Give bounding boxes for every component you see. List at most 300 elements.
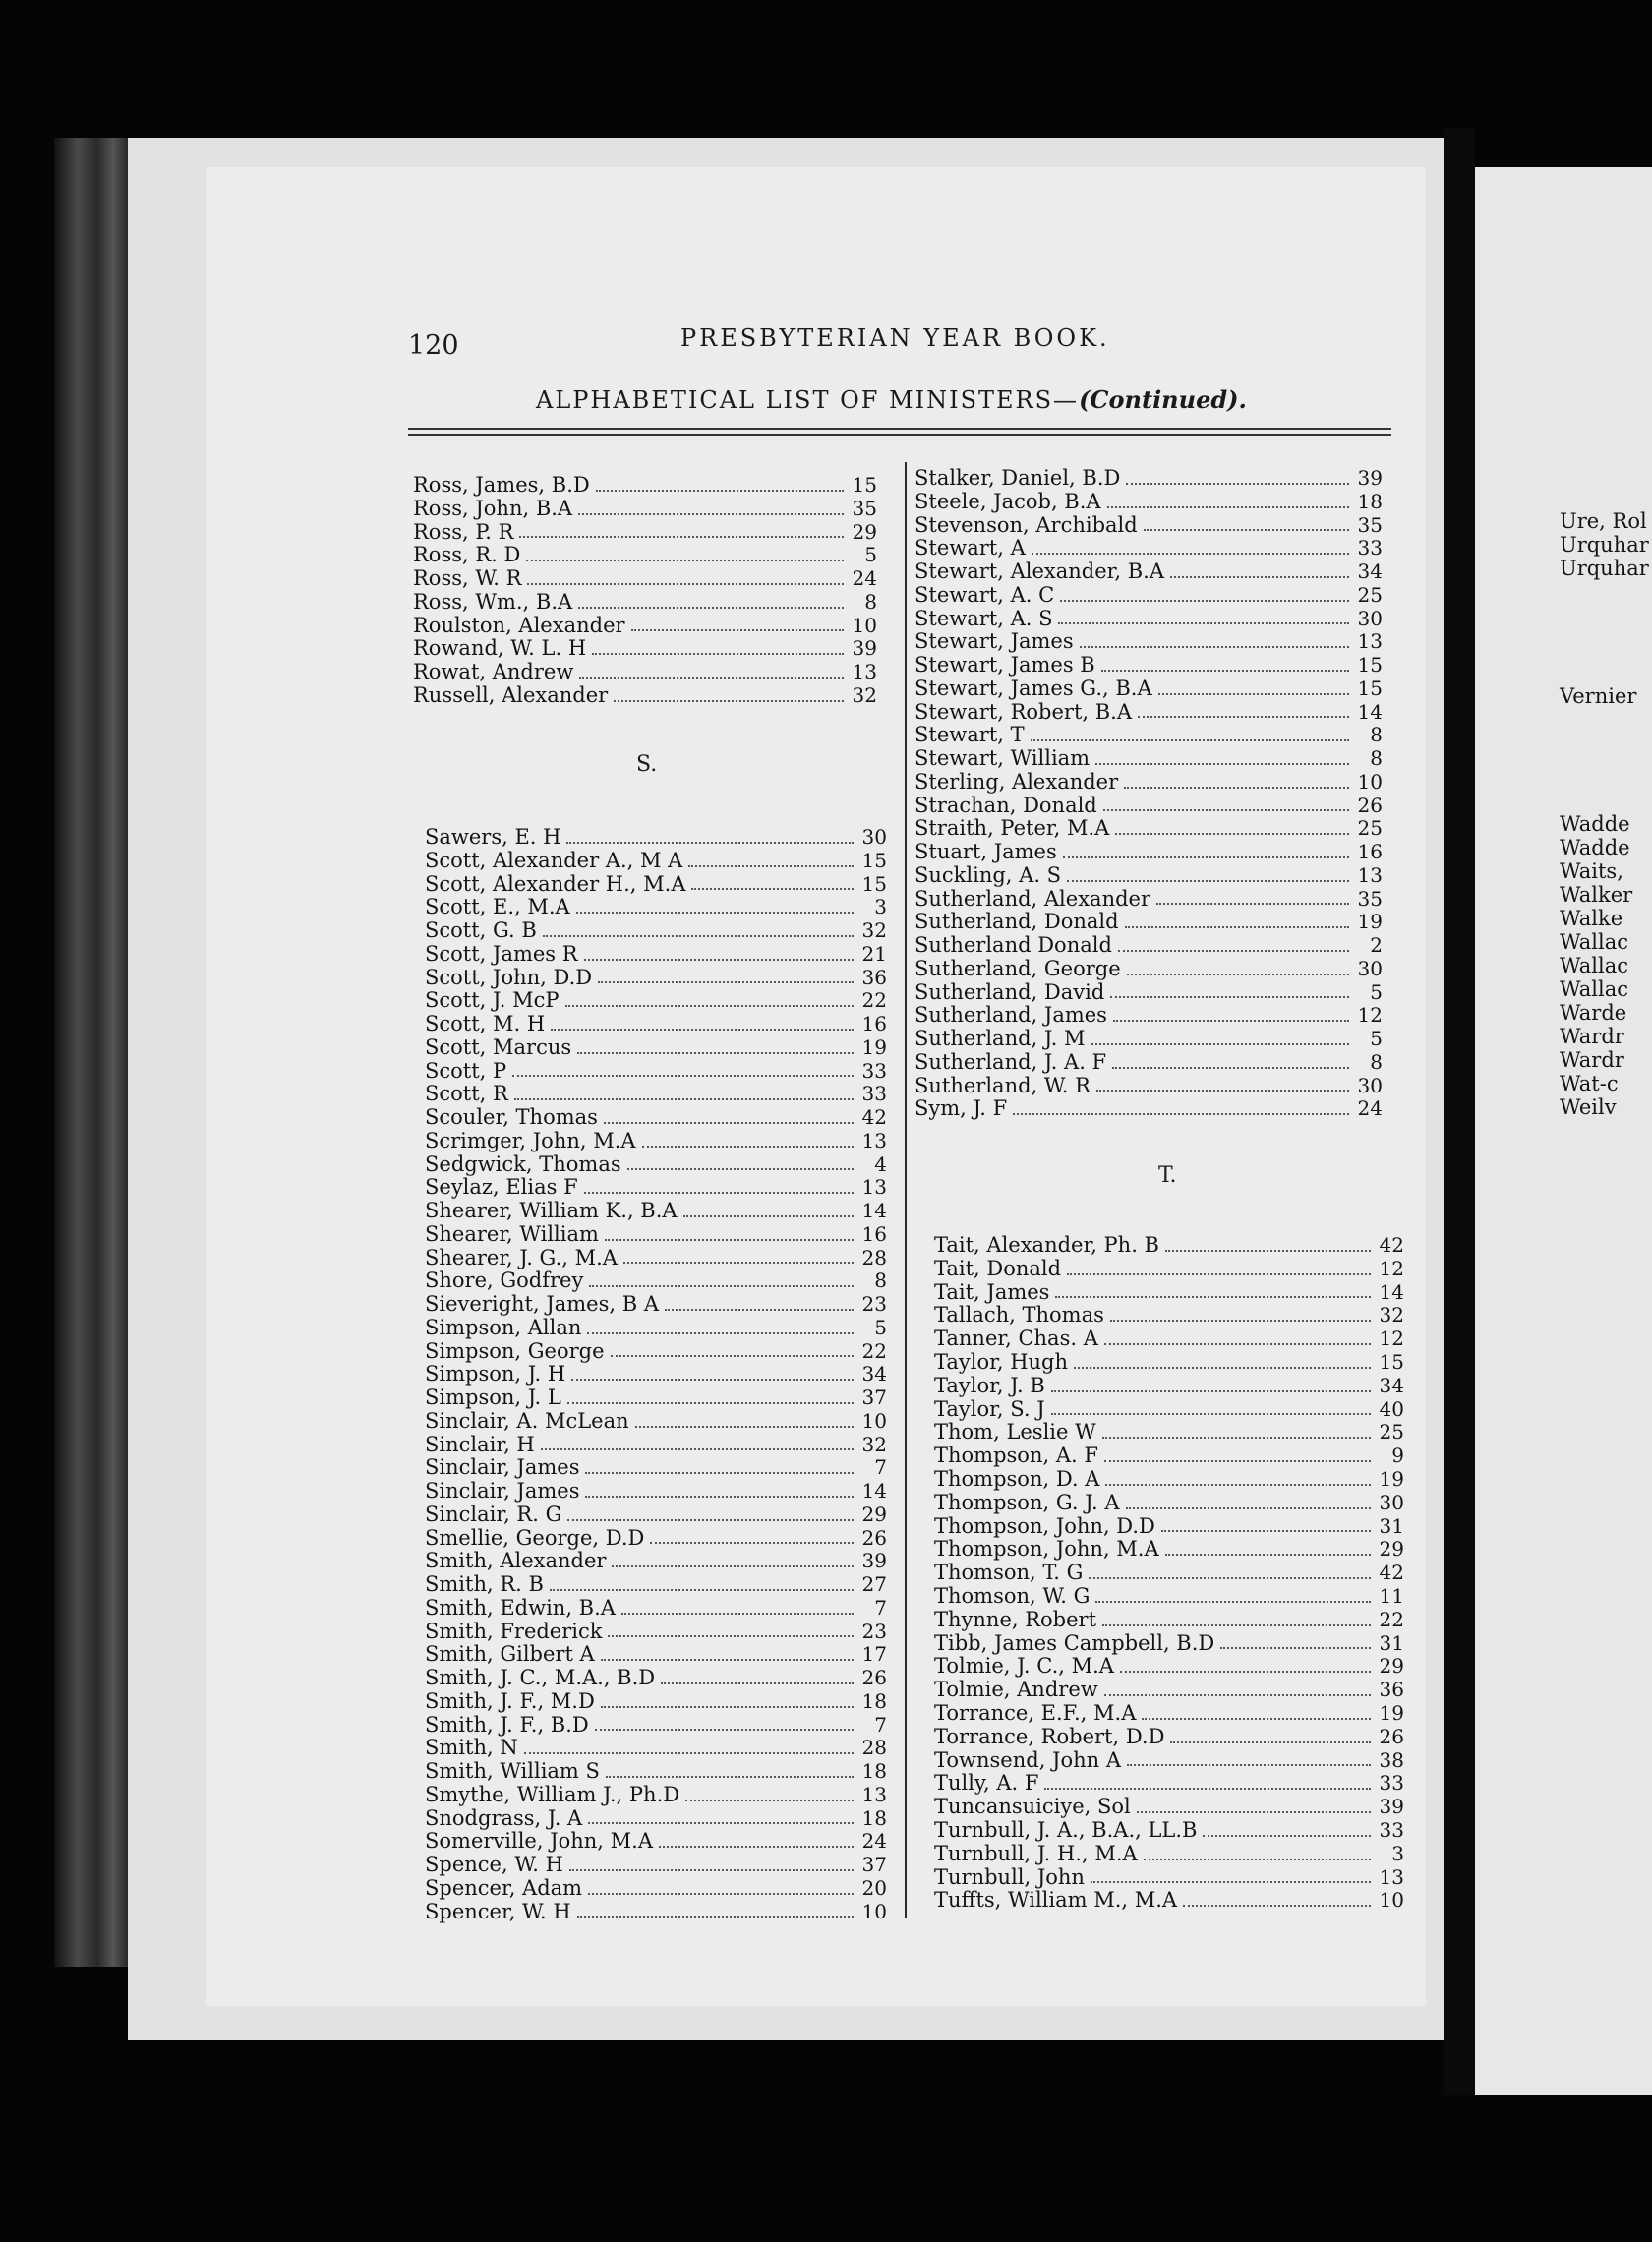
entry-name: Sutherland, David bbox=[914, 980, 1105, 1004]
directory-entry bbox=[914, 911, 1383, 934]
directory-entry bbox=[934, 1843, 1404, 1866]
facing-page-spine bbox=[1444, 128, 1475, 2094]
header-rule bbox=[408, 434, 1391, 436]
directory-entry bbox=[413, 544, 877, 567]
entry-name: Scott, P bbox=[425, 1059, 507, 1083]
entry-page: 10 bbox=[1357, 770, 1383, 794]
entry-name: Smellie, George, D.D bbox=[425, 1526, 645, 1550]
facing-page-entry: Wardr bbox=[1560, 1048, 1624, 1072]
directory-entry bbox=[425, 967, 887, 990]
entry-page: 33 bbox=[1357, 537, 1383, 560]
directory-entry bbox=[934, 1796, 1404, 1819]
dot-leader bbox=[1107, 506, 1349, 508]
entry-page: 13 bbox=[861, 1129, 887, 1152]
column-a-s bbox=[425, 826, 887, 1923]
dot-leader bbox=[1089, 1577, 1371, 1579]
entry-page: 15 bbox=[1357, 654, 1383, 677]
entry-page: 26 bbox=[1379, 1725, 1404, 1748]
dot-leader bbox=[623, 1262, 854, 1264]
directory-entry bbox=[934, 1445, 1404, 1468]
directory-entry bbox=[413, 684, 877, 708]
dot-leader bbox=[551, 1029, 854, 1031]
entry-page: 34 bbox=[861, 1363, 887, 1386]
entry-name: Scott, G. B bbox=[425, 919, 537, 942]
entry-name: Somerville, John, M.A bbox=[425, 1830, 654, 1854]
entry-name: Stewart, Alexander, B.A bbox=[914, 560, 1164, 583]
dot-leader bbox=[1112, 1067, 1349, 1069]
directory-entry bbox=[425, 1807, 887, 1831]
entry-page: 14 bbox=[1357, 700, 1383, 724]
directory-entry bbox=[934, 1281, 1404, 1305]
dot-leader bbox=[577, 1052, 854, 1054]
directory-entry bbox=[413, 498, 877, 521]
directory-entry bbox=[425, 1573, 887, 1597]
column-a-r bbox=[413, 474, 877, 708]
dot-leader bbox=[588, 1822, 854, 1824]
entry-name: Ross, Wm., B.A bbox=[413, 590, 573, 614]
directory-entry bbox=[413, 591, 877, 615]
entry-page: 11 bbox=[1379, 1584, 1404, 1608]
directory-entry bbox=[425, 1269, 887, 1293]
dot-leader bbox=[1110, 996, 1349, 998]
facing-page-entry: Warde bbox=[1560, 1001, 1627, 1025]
column-b-t bbox=[934, 1234, 1404, 1913]
entry-page: 33 bbox=[861, 1059, 887, 1083]
entry-name: Thompson, John, M.A bbox=[934, 1538, 1159, 1562]
facing-page-entry: Wadde bbox=[1560, 812, 1630, 836]
facing-page-entry: Urquhar bbox=[1560, 533, 1649, 557]
directory-entry bbox=[934, 1655, 1404, 1679]
entry-name: Thom, Leslie W bbox=[934, 1421, 1096, 1445]
directory-entry bbox=[914, 958, 1383, 981]
directory-entry bbox=[934, 1421, 1404, 1445]
entry-page: 35 bbox=[1357, 513, 1383, 537]
entry-page: 35 bbox=[1357, 887, 1383, 911]
dot-leader bbox=[601, 1659, 854, 1661]
entry-name: Scott, Alexander A., M A bbox=[425, 849, 683, 872]
facing-page-entry: Walke bbox=[1560, 907, 1623, 930]
facing-page-entry: Vernier bbox=[1560, 684, 1637, 708]
directory-entry bbox=[425, 1667, 887, 1690]
entry-name: Simpson, Allan bbox=[425, 1316, 582, 1339]
entry-page: 24 bbox=[852, 567, 877, 590]
dot-leader bbox=[659, 1846, 854, 1848]
entry-page: 23 bbox=[861, 1620, 887, 1643]
entry-page: 15 bbox=[1357, 677, 1383, 700]
dot-leader bbox=[1051, 1390, 1371, 1392]
entry-page: 7 bbox=[874, 1456, 887, 1480]
directory-entry bbox=[934, 1562, 1404, 1585]
entry-name: Taylor, Hugh bbox=[934, 1350, 1069, 1374]
entry-name: Sutherland, Donald bbox=[914, 911, 1119, 934]
entry-page: 30 bbox=[861, 826, 887, 849]
dot-leader bbox=[685, 1800, 854, 1801]
dot-leader bbox=[1110, 1320, 1371, 1322]
entry-page: 39 bbox=[852, 637, 877, 661]
entry-page: 39 bbox=[861, 1550, 887, 1573]
entry-page: 3 bbox=[874, 896, 887, 919]
directory-entry bbox=[914, 747, 1383, 771]
entry-name: Smith, William S bbox=[425, 1760, 600, 1783]
entry-name: Sinclair, James bbox=[425, 1456, 580, 1480]
dot-leader bbox=[642, 1146, 854, 1148]
entry-page: 5 bbox=[1370, 980, 1383, 1004]
entry-page: 14 bbox=[1379, 1280, 1404, 1304]
column-divider bbox=[905, 462, 907, 1918]
directory-entry bbox=[425, 1340, 887, 1364]
directory-entry bbox=[425, 1504, 887, 1527]
entry-name: Sutherland, Alexander bbox=[914, 887, 1151, 911]
directory-entry bbox=[425, 1410, 887, 1434]
entry-page: 25 bbox=[1357, 583, 1383, 607]
directory-entry bbox=[425, 1760, 887, 1784]
facing-page bbox=[1475, 167, 1652, 2094]
entry-page: 25 bbox=[1379, 1421, 1404, 1445]
entry-name: Tanner, Chas. A bbox=[934, 1328, 1098, 1351]
dot-leader bbox=[576, 912, 854, 914]
entry-name: Strachan, Donald bbox=[914, 794, 1097, 817]
entry-page: 18 bbox=[861, 1760, 887, 1783]
entry-name: Smith, J. C., M.A., B.D bbox=[425, 1667, 656, 1689]
directory-entry bbox=[914, 888, 1383, 912]
entry-page: 39 bbox=[1357, 467, 1383, 490]
entry-name: Sutherland, J. A. F bbox=[914, 1050, 1107, 1074]
directory-entry bbox=[425, 1386, 887, 1410]
entry-page: 15 bbox=[861, 872, 887, 896]
directory-entry bbox=[934, 1398, 1404, 1422]
directory-entry bbox=[914, 817, 1383, 841]
entry-page: 40 bbox=[1379, 1397, 1404, 1421]
entry-name: Scott, E., M.A bbox=[425, 896, 570, 919]
entry-page: 13 bbox=[861, 1783, 887, 1806]
directory-entry bbox=[425, 1714, 887, 1738]
entry-name: Tuffts, William M., M.A bbox=[934, 1889, 1178, 1913]
directory-entry bbox=[425, 1621, 887, 1644]
dot-leader bbox=[1183, 1905, 1371, 1907]
facing-page-entry: Wallac bbox=[1560, 930, 1628, 954]
directory-entry bbox=[425, 943, 887, 967]
entry-name: Sieveright, James, B A bbox=[425, 1293, 660, 1316]
dot-leader bbox=[1165, 1554, 1371, 1556]
entry-name: Stewart, James B bbox=[914, 654, 1095, 677]
entry-name: Sinclair, R. G bbox=[425, 1503, 562, 1526]
entry-name: Scott, R bbox=[425, 1083, 508, 1106]
directory-entry bbox=[934, 1679, 1404, 1702]
entry-page: 42 bbox=[861, 1106, 887, 1129]
dot-leader bbox=[661, 1682, 854, 1684]
entry-page: 5 bbox=[1370, 1028, 1383, 1050]
dot-leader bbox=[596, 490, 844, 492]
facing-page-entry: Wadde bbox=[1560, 836, 1630, 859]
entry-page: 30 bbox=[1357, 1074, 1383, 1097]
entry-name: Ross, James, B.D bbox=[413, 474, 590, 497]
entry-page: 32 bbox=[1379, 1304, 1404, 1328]
dot-leader bbox=[519, 536, 844, 538]
entry-page: 30 bbox=[1379, 1491, 1404, 1514]
directory-entry bbox=[425, 1223, 887, 1247]
dot-leader bbox=[543, 935, 854, 937]
entry-page: 15 bbox=[861, 849, 887, 872]
entry-name: Smith, J. F., B.D bbox=[425, 1713, 589, 1737]
dot-leader bbox=[650, 1542, 854, 1544]
entry-name: Sutherland, James bbox=[914, 1004, 1107, 1028]
directory-entry bbox=[934, 1726, 1404, 1749]
dot-leader bbox=[1074, 1367, 1371, 1369]
dot-leader bbox=[566, 842, 854, 844]
dot-leader bbox=[585, 1472, 854, 1474]
directory-entry bbox=[425, 1434, 887, 1457]
directory-entry bbox=[914, 467, 1383, 491]
facing-page-entry: Wat-c bbox=[1560, 1072, 1619, 1095]
entry-name: Stewart, T bbox=[914, 724, 1025, 747]
dot-leader bbox=[1125, 926, 1349, 928]
entry-name: Suckling, A. S bbox=[914, 863, 1062, 887]
dot-leader bbox=[526, 560, 844, 561]
facing-page-entry: Walker bbox=[1560, 883, 1633, 907]
entry-page: 5 bbox=[874, 1316, 887, 1339]
entry-name: Scott, James R bbox=[425, 942, 578, 966]
dot-leader bbox=[1092, 1043, 1349, 1045]
directory-entry bbox=[934, 1749, 1404, 1773]
dot-leader bbox=[1113, 1020, 1349, 1022]
entry-name: Simpson, J. H bbox=[425, 1363, 566, 1386]
entry-name: Tuncansuiciye, Sol bbox=[934, 1796, 1131, 1819]
directory-entry bbox=[934, 1819, 1404, 1843]
directory-entry bbox=[914, 1028, 1383, 1051]
directory-entry bbox=[914, 491, 1383, 514]
entry-name: Scott, John, D.D bbox=[425, 966, 593, 989]
entry-name: Thomson, W. G bbox=[934, 1584, 1091, 1608]
entry-name: Shearer, J. G., M.A bbox=[425, 1246, 618, 1269]
dot-leader bbox=[598, 981, 854, 983]
dot-leader bbox=[1095, 763, 1349, 765]
directory-entry bbox=[934, 1772, 1404, 1796]
entry-name: Tolmie, Andrew bbox=[934, 1679, 1098, 1702]
dot-leader bbox=[1158, 693, 1349, 695]
entry-page: 8 bbox=[864, 590, 877, 614]
directory-entry bbox=[425, 1456, 887, 1480]
entry-name: Roulston, Alexander bbox=[413, 614, 625, 637]
directory-entry bbox=[934, 1632, 1404, 1656]
column-b-s bbox=[914, 467, 1383, 1121]
entry-name: Sinclair, A. McLean bbox=[425, 1409, 629, 1433]
directory-entry bbox=[914, 724, 1383, 747]
entry-page: 12 bbox=[1379, 1257, 1404, 1280]
dot-leader bbox=[512, 1075, 854, 1077]
entry-page: 13 bbox=[861, 1176, 887, 1200]
entry-name: Stewart, A. C bbox=[914, 583, 1055, 607]
dot-leader bbox=[584, 959, 854, 961]
entry-page: 19 bbox=[1357, 911, 1383, 934]
dot-leader bbox=[1032, 553, 1349, 555]
dot-leader bbox=[665, 1309, 854, 1311]
entry-name: Ross, John, B.A bbox=[413, 497, 573, 520]
directory-entry bbox=[914, 841, 1383, 864]
dot-leader bbox=[1138, 716, 1349, 718]
entry-page: 18 bbox=[861, 1806, 887, 1830]
directory-entry bbox=[425, 1153, 887, 1177]
section-title-continued: (Continued). bbox=[1079, 385, 1247, 414]
entry-name: Seylaz, Elias F bbox=[425, 1176, 578, 1200]
directory-entry bbox=[425, 1317, 887, 1340]
entry-page: 31 bbox=[1379, 1514, 1404, 1538]
directory-entry bbox=[425, 1643, 887, 1667]
dot-leader bbox=[514, 1098, 854, 1100]
facing-page-entry: Wardr bbox=[1560, 1025, 1624, 1048]
dot-leader bbox=[524, 1752, 854, 1754]
entry-name: Smith, Gilbert A bbox=[425, 1643, 595, 1667]
dot-leader bbox=[1203, 1835, 1371, 1837]
entry-name: Tolmie, J. C., M.A bbox=[934, 1655, 1114, 1679]
dot-leader bbox=[1127, 1764, 1371, 1766]
entry-name: Simpson, George bbox=[425, 1339, 605, 1363]
dot-leader bbox=[1105, 1484, 1371, 1486]
directory-entry bbox=[425, 1690, 887, 1714]
dot-leader bbox=[1104, 1460, 1371, 1462]
entry-name: Sawers, E. H bbox=[425, 826, 561, 849]
dot-leader bbox=[569, 1869, 854, 1871]
entry-name: Snodgrass, J. A bbox=[425, 1806, 583, 1830]
dot-leader bbox=[550, 1589, 854, 1591]
entry-page: 17 bbox=[861, 1643, 887, 1667]
entry-page: 22 bbox=[861, 989, 887, 1013]
entry-page: 8 bbox=[1370, 747, 1383, 770]
dot-leader bbox=[1067, 880, 1349, 882]
entry-page: 34 bbox=[1379, 1374, 1404, 1397]
dot-leader bbox=[1115, 833, 1349, 835]
entry-page: 10 bbox=[852, 614, 877, 637]
entry-page: 29 bbox=[852, 520, 877, 544]
directory-entry bbox=[934, 1234, 1404, 1258]
entry-name: Steele, Jacob, B.A bbox=[914, 490, 1101, 513]
entry-page: 23 bbox=[861, 1293, 887, 1316]
entry-page: 8 bbox=[874, 1269, 887, 1293]
dot-leader bbox=[1102, 1624, 1371, 1626]
entry-page: 26 bbox=[861, 1667, 887, 1689]
dot-leader bbox=[621, 1613, 854, 1615]
directory-entry bbox=[914, 514, 1383, 538]
letter-heading-s: S. bbox=[636, 752, 658, 777]
entry-page: 22 bbox=[861, 1339, 887, 1363]
entry-name: Scrimger, John, M.A bbox=[425, 1129, 636, 1152]
dot-leader bbox=[587, 1332, 854, 1334]
directory-entry bbox=[914, 934, 1383, 958]
directory-entry bbox=[425, 826, 887, 850]
dot-leader bbox=[601, 1706, 854, 1708]
dot-leader bbox=[611, 1355, 854, 1357]
dot-leader bbox=[1104, 1694, 1371, 1696]
directory-entry bbox=[413, 661, 877, 684]
entry-name: Stewart, Robert, B.A bbox=[914, 700, 1133, 724]
entry-name: Tait, James bbox=[934, 1280, 1050, 1304]
dot-leader bbox=[1060, 600, 1349, 602]
entry-name: Thompson, G. J. A bbox=[934, 1491, 1120, 1514]
directory-entry bbox=[425, 1013, 887, 1036]
facing-page-entry: Waits, bbox=[1560, 859, 1623, 883]
facing-page-entry: Wallac bbox=[1560, 977, 1628, 1001]
entry-page: 20 bbox=[861, 1876, 887, 1900]
entry-page: 19 bbox=[861, 1035, 887, 1059]
entry-name: Smith, N bbox=[425, 1737, 518, 1760]
entry-name: Shearer, William K., B.A bbox=[425, 1200, 678, 1222]
dot-leader bbox=[541, 1448, 854, 1450]
entry-name: Rowat, Andrew bbox=[413, 661, 574, 683]
directory-entry bbox=[413, 521, 877, 545]
dot-leader bbox=[578, 607, 844, 609]
entry-page: 37 bbox=[861, 1854, 887, 1876]
entry-name: Smith, Edwin, B.A bbox=[425, 1596, 616, 1620]
entry-name: Thompson, D. A bbox=[934, 1467, 1100, 1491]
directory-entry bbox=[934, 1866, 1404, 1890]
dot-leader bbox=[1170, 1741, 1371, 1743]
dot-leader bbox=[1067, 1273, 1371, 1275]
entry-page: 32 bbox=[861, 1433, 887, 1456]
dot-leader bbox=[1044, 1788, 1371, 1790]
entry-page: 31 bbox=[1379, 1631, 1404, 1655]
dot-leader bbox=[1080, 646, 1349, 648]
facing-page-entry: Weilv bbox=[1560, 1095, 1617, 1119]
dot-leader bbox=[688, 865, 854, 867]
dot-leader bbox=[1096, 1090, 1349, 1092]
entry-page: 8 bbox=[1370, 724, 1383, 747]
entry-name: Simpson, J. L bbox=[425, 1386, 561, 1409]
dot-leader bbox=[1058, 622, 1349, 624]
section-title-text: ALPHABETICAL LIST OF MINISTERS— bbox=[536, 386, 1080, 414]
directory-entry bbox=[425, 1293, 887, 1317]
dot-leader bbox=[631, 629, 844, 631]
entry-name: Russell, Alexander bbox=[413, 683, 609, 707]
entry-name: Ross, W. R bbox=[413, 567, 522, 590]
directory-entry bbox=[934, 1375, 1404, 1398]
directory-entry bbox=[425, 1527, 887, 1551]
entry-name: Stalker, Daniel, B.D bbox=[914, 467, 1121, 490]
entry-page: 14 bbox=[861, 1480, 887, 1503]
dot-leader bbox=[589, 1285, 854, 1287]
directory-entry bbox=[425, 1901, 887, 1924]
directory-entry bbox=[934, 1585, 1404, 1609]
directory-entry bbox=[425, 1200, 887, 1223]
section-title bbox=[536, 385, 1247, 414]
directory-entry bbox=[914, 608, 1383, 631]
entry-page: 29 bbox=[1379, 1655, 1404, 1679]
entry-page: 33 bbox=[1379, 1818, 1404, 1842]
entry-page: 8 bbox=[1370, 1050, 1383, 1074]
entry-name: Spencer, W. H bbox=[425, 1900, 571, 1923]
dot-leader bbox=[612, 1565, 854, 1567]
dot-leader bbox=[585, 1496, 854, 1498]
dot-leader bbox=[1104, 1343, 1371, 1345]
entry-page: 16 bbox=[861, 1013, 887, 1035]
entry-name: Stevenson, Archibald bbox=[914, 513, 1138, 537]
entry-name: Scott, J. McP bbox=[425, 989, 560, 1013]
directory-entry bbox=[914, 537, 1383, 560]
dot-leader bbox=[1124, 787, 1349, 789]
dot-leader bbox=[1142, 1718, 1371, 1720]
entry-name: Tait, Donald bbox=[934, 1257, 1062, 1280]
directory-entry bbox=[425, 1060, 887, 1084]
entry-name: Ross, R. D bbox=[413, 544, 521, 567]
entry-name: Smith, Alexander bbox=[425, 1550, 607, 1573]
header-rule bbox=[408, 428, 1391, 430]
entry-name: Shearer, William bbox=[425, 1222, 599, 1246]
entry-page: 13 bbox=[1379, 1865, 1404, 1889]
letter-heading-t: T. bbox=[1158, 1163, 1177, 1188]
dot-leader bbox=[565, 1005, 854, 1007]
directory-entry bbox=[425, 989, 887, 1013]
directory-entry bbox=[934, 1609, 1404, 1632]
dot-leader bbox=[1161, 1530, 1371, 1532]
entry-page: 34 bbox=[1357, 560, 1383, 583]
